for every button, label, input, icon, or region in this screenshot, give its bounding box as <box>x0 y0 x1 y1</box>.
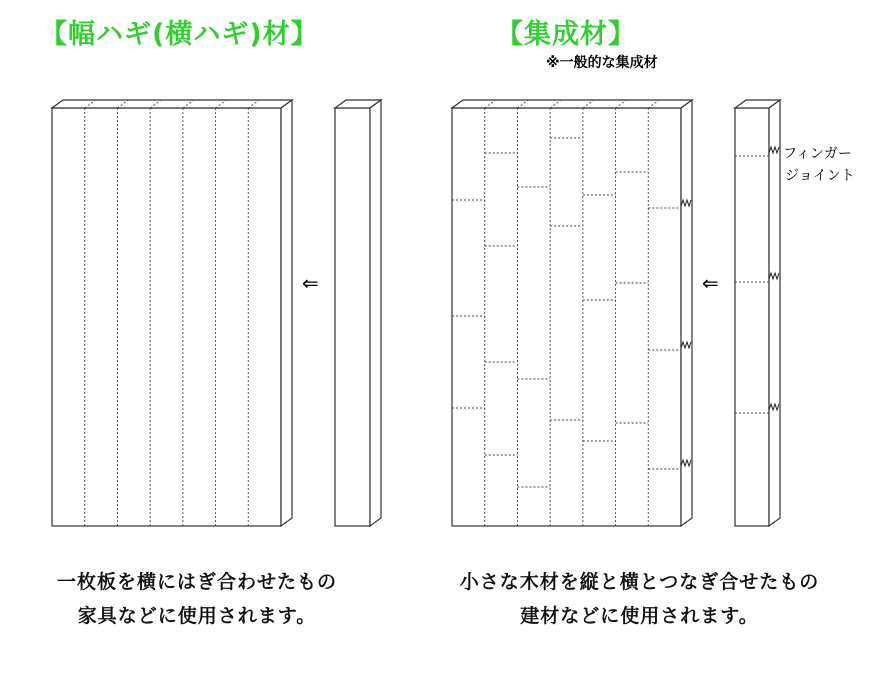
shuseizai-panel <box>452 100 692 526</box>
left-double-arrow-icon: ⇐ <box>302 271 319 295</box>
left-double-arrow-icon: ⇐ <box>702 271 719 295</box>
caption-shuseizai <box>402 565 877 633</box>
shuseizai-panel-front <box>452 108 681 526</box>
habagi-panel-top <box>52 100 292 108</box>
finger-joint-label-line2: ジョイント <box>785 168 855 184</box>
single-board-front <box>335 108 370 526</box>
habagi-panel-front <box>52 108 281 526</box>
shuseizai-panel-top <box>452 100 692 108</box>
habagi-single-board <box>335 100 381 526</box>
habagi-panel-side <box>281 100 292 526</box>
caption-habagi-line2: 家具などに使用されます。 <box>77 605 317 627</box>
title-habagi: 【幅ハギ(横ハギ)材】 <box>40 19 319 50</box>
finger-jointed-lamina <box>735 100 780 526</box>
caption-shuseizai-line2: 建材などに使用されます。 <box>520 605 759 627</box>
caption-habagi-line1: 一枚板を横にはぎ合わせたもの <box>56 571 337 593</box>
title-shuseizai: 【集成材】 <box>496 19 636 50</box>
habagi-panel <box>52 100 292 526</box>
finger-joint-label-line1: フィンガー <box>783 146 852 162</box>
single-board-side <box>370 100 381 526</box>
caption-shuseizai-line1: 小さな木材を縦と横とつなぎ合せたもの <box>459 571 820 593</box>
caption-habagi <box>12 565 382 633</box>
lamina-front <box>735 108 769 526</box>
note-typical-glulam: ※一般的な集成材 <box>546 55 658 71</box>
lamina-side <box>769 100 780 526</box>
